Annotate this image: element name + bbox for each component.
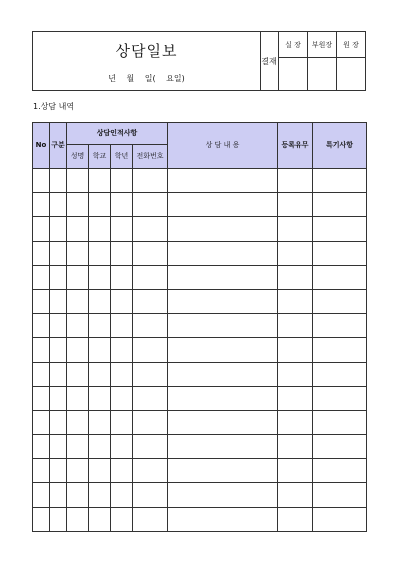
table-cell (50, 289, 67, 313)
table-row (33, 217, 367, 241)
table-cell (313, 507, 367, 531)
table-cell (67, 410, 89, 434)
table-cell (168, 483, 278, 507)
table-cell (313, 289, 367, 313)
table-cell (278, 507, 313, 531)
table-cell (133, 483, 168, 507)
table-cell (111, 193, 133, 217)
table-cell (133, 289, 168, 313)
table-cell (50, 193, 67, 217)
table-cell (168, 362, 278, 386)
table-cell (111, 289, 133, 313)
table-row (33, 410, 367, 434)
table-cell (33, 314, 50, 338)
table-cell (313, 483, 367, 507)
approval-head-director: 실 장 (279, 32, 307, 58)
table-cell (313, 241, 367, 265)
table-cell (67, 483, 89, 507)
table-cell (313, 435, 367, 459)
table-cell (89, 338, 111, 362)
table-cell (168, 193, 278, 217)
table-cell (33, 241, 50, 265)
table-cell (111, 483, 133, 507)
table-cell (89, 241, 111, 265)
table-cell (33, 362, 50, 386)
table-cell (168, 241, 278, 265)
table-cell (313, 410, 367, 434)
table-row (33, 338, 367, 362)
table-row (33, 483, 367, 507)
table-cell (50, 410, 67, 434)
table-cell (89, 169, 111, 193)
table-cell (111, 169, 133, 193)
table-cell (33, 193, 50, 217)
table-row (33, 314, 367, 338)
table-cell (313, 217, 367, 241)
table-cell (133, 314, 168, 338)
table-row (33, 193, 367, 217)
table-cell (50, 241, 67, 265)
table-cell (111, 265, 133, 289)
table-cell (278, 193, 313, 217)
table-cell (133, 459, 168, 483)
table-cell (111, 459, 133, 483)
table-cell (313, 314, 367, 338)
title-area (33, 32, 261, 90)
table-cell (133, 507, 168, 531)
table-cell (168, 289, 278, 313)
approval-column-director (279, 32, 308, 90)
table-cell (278, 459, 313, 483)
table-cell (133, 410, 168, 434)
table-cell (133, 265, 168, 289)
table-cell (67, 507, 89, 531)
table-cell (67, 217, 89, 241)
table-cell (278, 241, 313, 265)
table-cell (89, 289, 111, 313)
table-cell (89, 217, 111, 241)
header-registered: 등록유무 (278, 123, 313, 169)
table-cell (168, 435, 278, 459)
table-cell (313, 386, 367, 410)
table-cell (278, 289, 313, 313)
header-school: 학교 (89, 145, 111, 169)
table-cell (89, 507, 111, 531)
table-cell (67, 362, 89, 386)
table-cell (111, 314, 133, 338)
document-title: 상담일보 (115, 42, 178, 60)
table-cell (50, 169, 67, 193)
table-cell (278, 265, 313, 289)
table-cell (133, 193, 168, 217)
table-cell (50, 362, 67, 386)
table-cell (111, 217, 133, 241)
table-cell (168, 217, 278, 241)
table-cell (278, 410, 313, 434)
table-cell (33, 435, 50, 459)
table-row (33, 169, 367, 193)
table-cell (168, 507, 278, 531)
header-content: 상 담 내 용 (168, 123, 278, 169)
approval-signature-grid (279, 32, 365, 90)
table-cell (133, 435, 168, 459)
table-cell (168, 265, 278, 289)
table-cell (278, 386, 313, 410)
table-cell (89, 193, 111, 217)
header-category: 구분 (50, 123, 67, 169)
table-cell (33, 338, 50, 362)
table-row (33, 362, 367, 386)
table-row (33, 265, 367, 289)
table-cell (89, 435, 111, 459)
table-cell (67, 241, 89, 265)
table-cell (50, 314, 67, 338)
table-cell (50, 338, 67, 362)
table-cell (50, 265, 67, 289)
table-cell (89, 265, 111, 289)
table-cell (111, 386, 133, 410)
header-grade: 학년 (111, 145, 133, 169)
table-row (33, 289, 367, 313)
table-cell (67, 435, 89, 459)
table-cell (111, 410, 133, 434)
table-cell (67, 314, 89, 338)
table-cell (50, 483, 67, 507)
table-cell (278, 483, 313, 507)
table-cell (89, 386, 111, 410)
table-cell (33, 507, 50, 531)
table-cell (278, 217, 313, 241)
table-cell (133, 169, 168, 193)
table-cell (50, 386, 67, 410)
approval-head-vice-principal: 부원장 (308, 32, 336, 58)
table-cell (50, 507, 67, 531)
table-cell (33, 289, 50, 313)
table-cell (67, 459, 89, 483)
table-cell (168, 314, 278, 338)
table-row (33, 241, 367, 265)
table-cell (67, 169, 89, 193)
table-cell (111, 362, 133, 386)
table-cell (278, 314, 313, 338)
table-cell (133, 217, 168, 241)
table-cell (67, 338, 89, 362)
report-header-box (32, 31, 366, 91)
table-cell (278, 338, 313, 362)
table-cell (168, 169, 278, 193)
table-cell (168, 386, 278, 410)
table-row (33, 507, 367, 531)
header-name: 성명 (67, 145, 89, 169)
table-cell (33, 483, 50, 507)
table-cell (50, 459, 67, 483)
table-cell (278, 362, 313, 386)
table-cell (168, 410, 278, 434)
approval-column-principal (337, 32, 365, 90)
table-cell (278, 435, 313, 459)
table-cell (33, 169, 50, 193)
section-label: 1.상담 내역 (33, 102, 75, 111)
table-cell (111, 507, 133, 531)
table-cell (50, 217, 67, 241)
table-cell (168, 338, 278, 362)
approval-column-vice-principal (308, 32, 337, 90)
table-cell (278, 169, 313, 193)
table-cell (89, 362, 111, 386)
table-cell (33, 217, 50, 241)
table-cell (111, 435, 133, 459)
table-cell (89, 410, 111, 434)
table-cell (313, 362, 367, 386)
table-row (33, 435, 367, 459)
approval-label: 결재 (260, 32, 279, 90)
table-cell (133, 338, 168, 362)
table-cell (133, 362, 168, 386)
table-cell (67, 289, 89, 313)
header-phone: 전화번호 (133, 145, 168, 169)
table-cell (89, 483, 111, 507)
table-cell (133, 241, 168, 265)
table-cell (67, 193, 89, 217)
table-cell (313, 265, 367, 289)
table-body (33, 169, 367, 532)
table-cell (111, 241, 133, 265)
table-row (33, 459, 367, 483)
table-cell (67, 386, 89, 410)
table-cell (89, 459, 111, 483)
table-row (33, 386, 367, 410)
table-cell (313, 338, 367, 362)
header-notes: 특기사항 (313, 123, 367, 169)
table-cell (33, 459, 50, 483)
table-cell (33, 386, 50, 410)
table-cell (33, 265, 50, 289)
table-cell (168, 459, 278, 483)
table-cell (313, 459, 367, 483)
table-cell (313, 193, 367, 217)
date-line: 년 월 일( 요일) (108, 74, 185, 83)
table-cell (50, 435, 67, 459)
table-cell (133, 386, 168, 410)
approval-head-principal: 원 장 (337, 32, 365, 58)
table-cell (313, 169, 367, 193)
header-no: No (33, 123, 50, 169)
table-cell (89, 314, 111, 338)
header-personal-info: 상담인적사항 (67, 123, 168, 145)
table-cell (111, 338, 133, 362)
table-cell (33, 410, 50, 434)
consultation-table (32, 122, 367, 532)
table-cell (67, 265, 89, 289)
